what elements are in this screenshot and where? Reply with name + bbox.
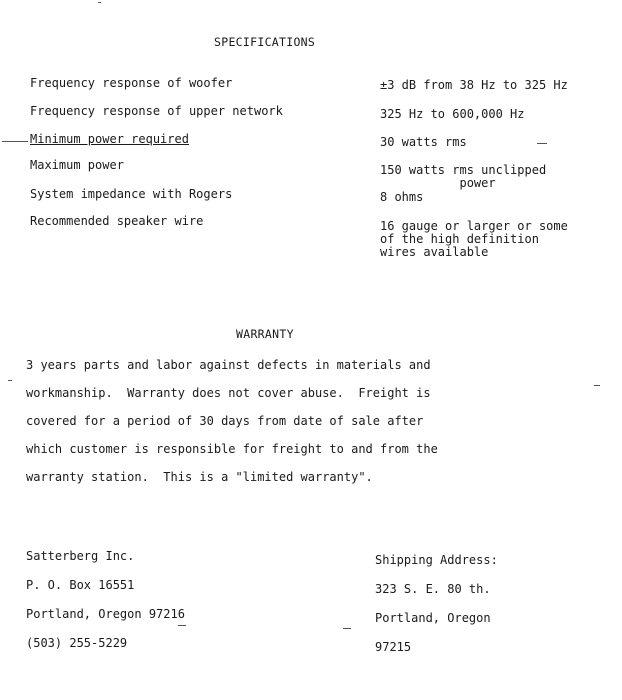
scan-mark: [594, 385, 600, 386]
warranty-line: warranty station. This is a "limited warranty".: [26, 470, 373, 484]
scan-mark: [537, 143, 547, 144]
spec-label-upper-network-frequency: Frequency response of upper network: [30, 104, 283, 118]
company-city: Portland, Oregon 97216: [26, 607, 185, 621]
warranty-line: covered for a period of 30 days from date of sale after: [26, 414, 424, 428]
spec-value-minimum-power: 30 watts rms: [380, 135, 467, 149]
spec-value-maximum-power: 150 watts rms unclipped power: [380, 163, 547, 190]
scan-mark: [343, 628, 351, 629]
shipping-address: [375, 546, 498, 662]
spec-label-maximum-power: Maximum power: [30, 158, 124, 172]
spec-value-upper-network-frequency: 325 Hz to 600,000 Hz: [380, 107, 525, 121]
warranty-heading: WARRANTY: [236, 327, 294, 341]
spec-label-speaker-wire: Recommended speaker wire: [30, 214, 204, 228]
spec-value-woofer-frequency: ±3 dB from 38 Hz to 325 Hz: [380, 78, 568, 92]
scan-mark: [178, 625, 186, 626]
specifications-heading: SPECIFICATIONS: [214, 35, 316, 49]
warranty-line: 3 years parts and labor against defects in materials and: [26, 358, 431, 372]
spec-value-system-impedance: 8 ohms: [380, 190, 424, 204]
company-name: Satterberg Inc.: [26, 549, 135, 563]
warranty-paragraph: [26, 351, 586, 491]
shipping-street: 323 S. E. 80 th.: [375, 582, 491, 596]
shipping-zip: 97215: [375, 640, 412, 654]
company-phone: (503) 255-5229: [26, 636, 128, 650]
company-address: [26, 542, 185, 658]
spec-value-speaker-wire: 16 gauge or larger or some of the high definition wires available: [380, 219, 568, 259]
warranty-line: which customer is responsible for freight to and from the: [26, 442, 438, 456]
shipping-heading: Shipping Address:: [375, 553, 498, 567]
scan-mark: [8, 380, 12, 381]
company-po-box: P. O. Box 16551: [26, 578, 135, 592]
spec-label-minimum-power: Minimum power required: [30, 132, 189, 146]
scan-mark: [98, 2, 101, 3]
spec-label-system-impedance: System impedance with Rogers: [30, 187, 233, 201]
scan-mark: [2, 141, 28, 142]
shipping-city: Portland, Oregon: [375, 611, 491, 625]
warranty-line: workmanship. Warranty does not cover abuse. Freight is: [26, 386, 431, 400]
spec-label-woofer-frequency: Frequency response of woofer: [30, 76, 233, 90]
